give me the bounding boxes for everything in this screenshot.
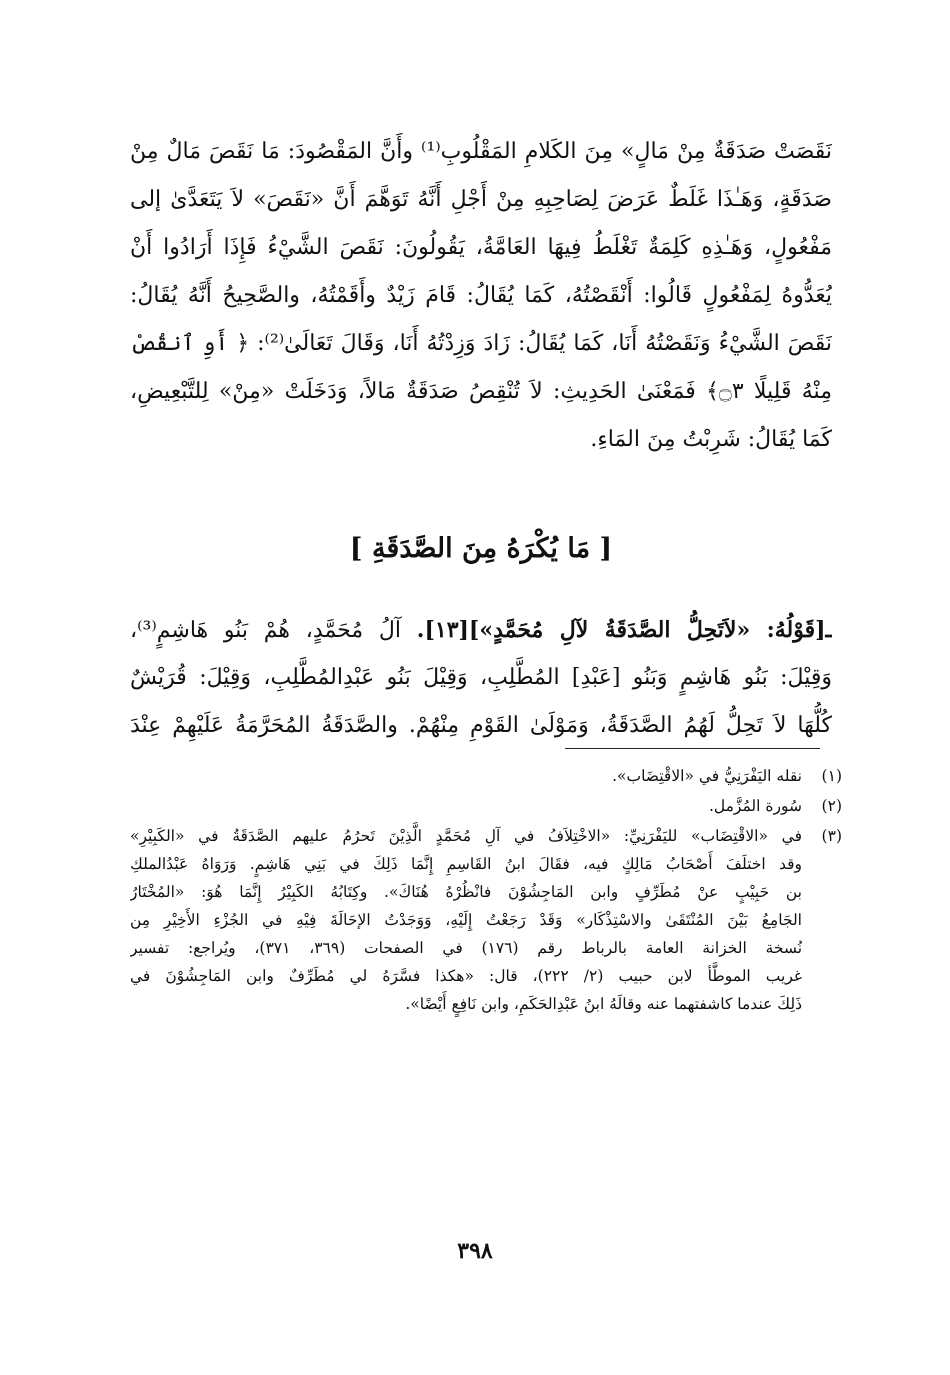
main-line: كَمَا يُقَالُ: شَرِبْتُ مِنَ المَاءِ. bbox=[590, 427, 832, 452]
main-line: نَقَصَ الشَّيْءُ وَنَقَصْتُهُ أَنَا، كَمَا يُقَالُ: زَادَ وَزِدْتُهُ أَنَا، وَقَالَ تَعَالَىٰ⁽²⁾: ﴿ أَوِ ٱنقُصْ bbox=[130, 331, 832, 356]
footnote-line: الجَامِعُ بَيْنَ المُنْتَقَىٰ والاسْتِذْكَار» وَقَدْ رَجَعْتُ إِلَيْهِ، وَوَجَدْتُ الإحَالَةَ فِيْهِ في الجُزْءِ الأَخِيْرِ مِن bbox=[130, 911, 802, 929]
section-line: وَقِيْلَ: بَنُو هَاشِمٍ وَبَنُو [عَبْدِ] المُطَّلِبِ، وَقِيْلَ بَنُو عَبْدِالمُطَّلِبِ، وَقِيْلَ: قُرَيْشٌ bbox=[130, 665, 832, 690]
footnote-line: نُسخة الخزانة العامة بالرباط رقم (١٧٦) في الصفحات (٣٦٩، ٣٧١)، ويُراجع: تفسير bbox=[130, 939, 802, 957]
footnote-number: (٢) bbox=[821, 797, 842, 815]
quoted-hadith-lead: ـ[قَوْلُهُ: «لاَتَحِلُّ الصَّدَقَةُ لآلِ مُحَمَّدٍ»][١٣]. bbox=[416, 617, 832, 643]
footnote-body bbox=[130, 762, 802, 790]
footnote-line: في «الاقْتِضَاب» لليَفْرَنِيِّ: «الاخْتِلاَفُ في آلِ مُحَمَّدٍ الَّذِيْنَ تَحرُمُ عليهم الصَّدَقَةُ في «الكَبِيْرِ» bbox=[130, 827, 802, 845]
footnote-number: (٣) bbox=[821, 827, 842, 845]
main-line: يُعَدُّوهُ لِمَفْعُولٍ قَالُوا: أَنْقَصْتُهُ، كَمَا يُقَالُ: قَامَ زَيْدٌ وأَقَمْتُهُ، والصَّحِيحُ أَنَّهُ يُقَالُ: bbox=[130, 283, 832, 308]
footnote-line: ذَلِكَ عندما كاشفتهما عنه وقالَهُ ابنُ عَبْدِالحَكَمِ، وابن نَافِعٍ أَيْضًا». bbox=[405, 995, 802, 1013]
section-heading: [ مَا يُكْرَهُ مِنَ الصَّدَقَةِ ] bbox=[349, 533, 613, 564]
footnote-1 bbox=[130, 762, 842, 790]
footnote-2 bbox=[130, 792, 842, 820]
section-line: كُلُّهَا لاَ تَحِلُّ لَهُمُ الصَّدَقَةُ، وَمَوْلَىٰ القَوْمِ مِنْهُمْ. والصَّدَقَةُ المُحَرَّمَةُ عَلَيْهِمْ عِنْدَ bbox=[130, 713, 832, 738]
footnote-line: غريب الموطَّأ لابن حبيب (٢/ ٢٢٢)، قال: «هكذا فسَّرَهُ لي مُطَرِّفٌ وابن المَاجِشُوْنَ في bbox=[130, 967, 802, 985]
section-first-line-rest: آلُ مُحَمَّدٍ، هُمْ بَنُو هَاشِمٍ⁽³⁾، bbox=[130, 618, 417, 643]
footnote-body bbox=[130, 822, 802, 1018]
footnotes bbox=[130, 762, 842, 1020]
footnote-3 bbox=[130, 822, 842, 1018]
footnote-line: وقد اختلَفَ أَصْحَابُ مَالِكٍ فيه، فقَالَ ابنُ القَاسِمِ إِنَّمَا ذَلِكَ في بَنِي هَاشِمٍ. وَرَوَاهُ عَبْدُالملكِ bbox=[130, 855, 802, 873]
main-line: نَقَصَتْ صَدَقَةٌ مِنْ مَالٍ» مِنَ الكَلامِ المَقْلُوبِ⁽¹⁾ وأَنَّ المَقْصُودَ: مَا نَقَصَ مَالٌ مِنْ bbox=[130, 139, 832, 164]
footnote-body bbox=[130, 792, 802, 820]
footnote-line: نقله اليَفْرَنِيُّ في «الاقْتِضَاب». bbox=[612, 767, 802, 785]
footnote-line: بن حَبِيْبٍ عنْ مُطَرِّفٍ وابن المَاجِشُوْنَ فانْظُرْهُ هُنَاكَ». وكِتَابُهُ الكَبِيْرُ إِنَّمَا هُوَ: «المُخْتَارُ bbox=[130, 883, 802, 901]
page-number: ٣٩٨ bbox=[457, 1238, 493, 1264]
main-line: صَدَقَةٍ، وَهَـٰذَا غَلَطٌ عَرَضَ لِصَاحِبِهِ مِنْ أَجْلِ أَنَّهُ تَوَهَّمَ أَنَّ «نَقَصَ» لاَ يَتَعَدَّىٰ إلى bbox=[130, 187, 832, 212]
section-first-line bbox=[130, 606, 832, 654]
section-text-block bbox=[130, 606, 832, 750]
main-text-block bbox=[130, 128, 832, 464]
footnote-line: سُورة المُزَّمل. bbox=[708, 797, 802, 815]
main-line: مَفْعُولٍ، وَهَـٰذِهِ كَلِمَةٌ تَغْلَطُ فِيهَا العَامَّةُ، يَقُولُونَ: نَقَصَ الشَّيْءُ فَإِذَا أَرَادُوا أَنْ bbox=[130, 235, 832, 260]
main-line: مِنْهُ قَلِيلًا ۝٣﴾ فَمَعْنَىٰ الحَدِيثِ: لاَ تُنْقِصُ صَدَقَةٌ مَالاً، وَدَخَلَتْ «مِنْ» لِلتَّبْعِيضِ، bbox=[130, 379, 832, 404]
footnote-separator bbox=[565, 748, 820, 749]
footnote-number: (١) bbox=[821, 767, 842, 785]
